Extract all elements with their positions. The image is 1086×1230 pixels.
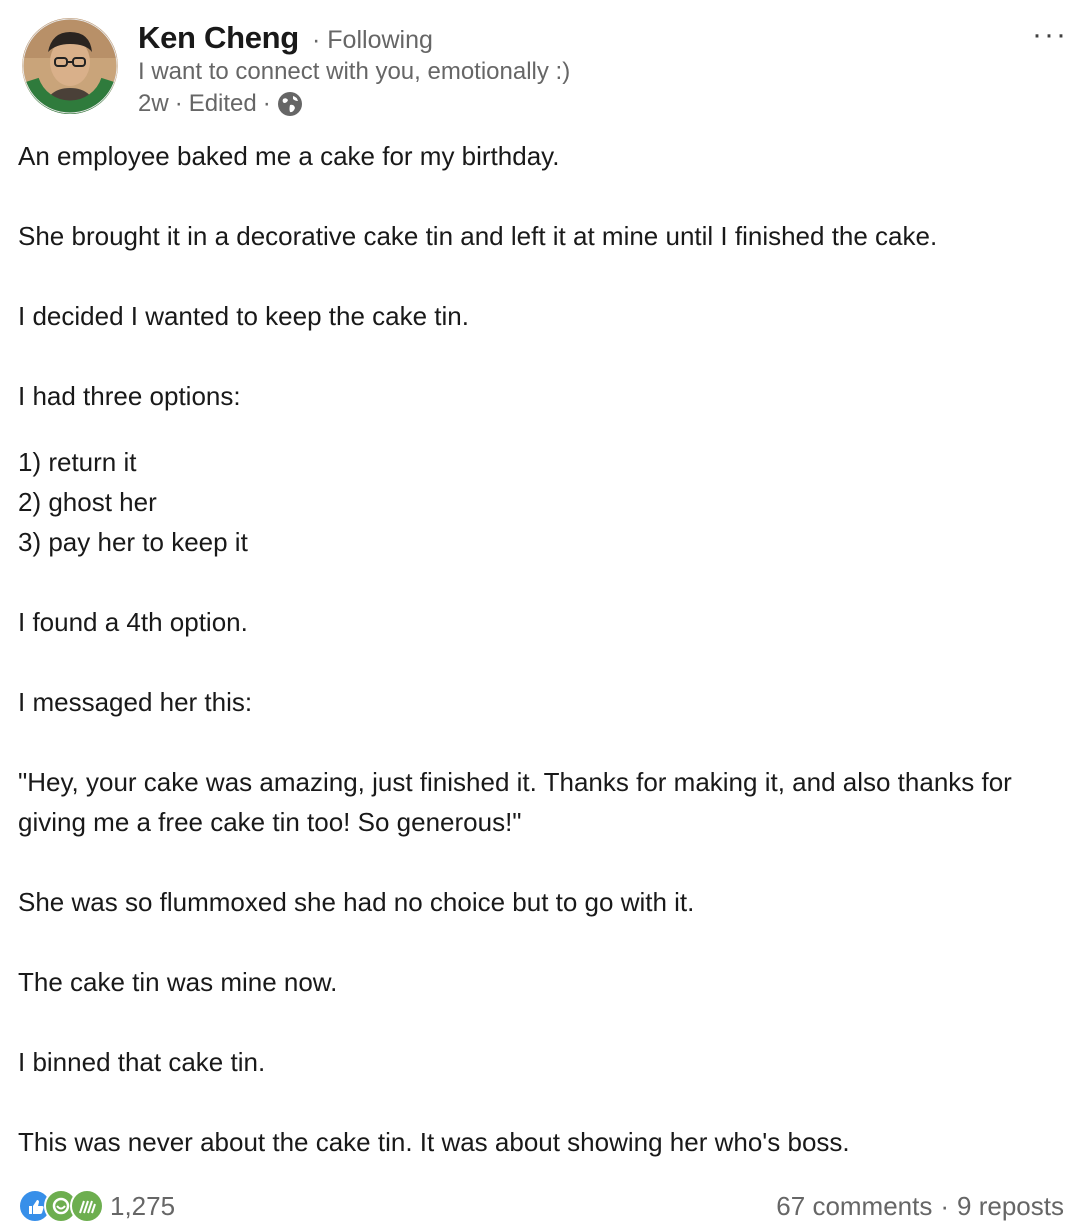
avatar-image bbox=[22, 18, 118, 114]
follow-status[interactable]: · Following bbox=[312, 26, 433, 54]
follow-status-label[interactable]: Following bbox=[327, 26, 433, 54]
post-paragraph: The cake tin was mine now. bbox=[18, 967, 338, 997]
insightful-icon bbox=[70, 1189, 104, 1223]
post-paragraph: This was never about the cake tin. It was about showing her who's boss. bbox=[18, 1127, 850, 1157]
globe-icon bbox=[277, 91, 303, 117]
author-headline: I want to connect with you, emotionally :) bbox=[138, 58, 571, 85]
social-counts-bar bbox=[18, 1186, 1064, 1226]
post-paragraph: An employee baked me a cake for my birthday. bbox=[18, 141, 560, 171]
engagement-links bbox=[776, 1191, 1064, 1222]
post-time: 2w bbox=[138, 90, 169, 117]
author-avatar[interactable] bbox=[22, 18, 118, 114]
meta-separator: · bbox=[262, 90, 271, 117]
post-body bbox=[18, 136, 1078, 1162]
meta-separator: · bbox=[174, 90, 183, 117]
post-paragraph: She was so flummoxed she had no choice but to go with it. bbox=[18, 887, 695, 917]
edited-label: Edited bbox=[188, 90, 257, 117]
post-paragraph: I binned that cake tin. bbox=[18, 1047, 266, 1077]
post-paragraph: She brought it in a decorative cake tin and left it at mine until I finished the cake. bbox=[18, 221, 938, 251]
spacer bbox=[18, 416, 1078, 442]
post-paragraph: I found a 4th option. bbox=[18, 607, 248, 637]
option-item: 1) return it bbox=[18, 447, 137, 477]
more-options-icon[interactable]: ··· bbox=[1032, 18, 1068, 51]
post-paragraph: I decided I wanted to keep the cake tin. bbox=[18, 301, 469, 331]
quoted-message: "Hey, your cake was amazing, just finished it. Thanks for making it, and also thanks for giving me a free cake tin too! So generous!" bbox=[18, 767, 1012, 837]
post-paragraph: I messaged her this: bbox=[18, 687, 253, 717]
reaction-count[interactable]: 1,275 bbox=[110, 1190, 176, 1221]
post-paragraph: I had three options: bbox=[18, 381, 241, 411]
reaction-icons bbox=[18, 1189, 96, 1223]
option-item: 2) ghost her bbox=[18, 487, 157, 517]
reactions-summary[interactable] bbox=[18, 1189, 175, 1223]
post-meta bbox=[138, 90, 303, 118]
option-item: 3) pay her to keep it bbox=[18, 527, 248, 557]
reposts-link[interactable]: 9 reposts bbox=[957, 1190, 1064, 1221]
post-header bbox=[22, 18, 1072, 118]
options-list bbox=[18, 442, 1078, 562]
author-name[interactable]: Ken Cheng bbox=[138, 20, 299, 55]
separator-dot: · bbox=[940, 1190, 950, 1221]
comments-link[interactable]: 67 comments bbox=[776, 1190, 933, 1221]
